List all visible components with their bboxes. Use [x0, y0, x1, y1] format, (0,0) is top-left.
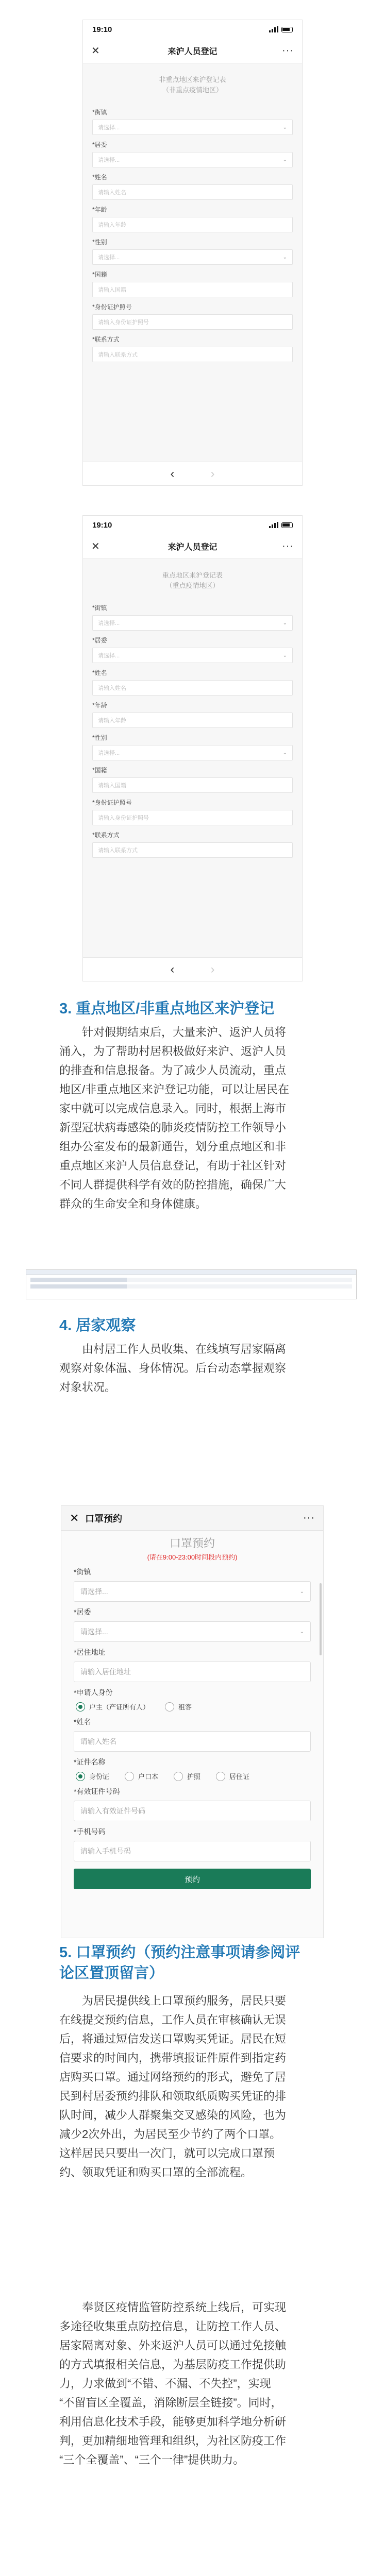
- idno-label: *有效证件号码: [74, 1787, 120, 1795]
- battery-icon: [281, 27, 293, 32]
- field-label: *国籍: [92, 767, 107, 774]
- submit-button[interactable]: 预约: [74, 1869, 311, 1889]
- name-input[interactable]: 请输入姓名: [74, 1731, 311, 1752]
- closing-paragraph: [59, 2298, 327, 2469]
- paragraph-line: 居家隔离对象、外来返沪人员可以通过免接触: [59, 2339, 287, 2352]
- paragraph-line: 组办公室发布的最新通告，划分重点地区和非: [59, 1140, 287, 1153]
- section5-heading: [59, 1942, 338, 1984]
- paragraph-line: “三个全覆盖”、“三个一律”提供助力。: [59, 2453, 245, 2466]
- field-label: *国籍: [92, 271, 107, 278]
- field-input[interactable]: [92, 347, 293, 362]
- phone-screenshot-key-registration: [82, 515, 303, 981]
- nav-title: 来沪人员登记: [168, 543, 217, 552]
- committee-label: *居委: [74, 1608, 91, 1616]
- field-placeholder: 请输入联系方式: [98, 848, 138, 854]
- form-header: [83, 559, 302, 600]
- field-placeholder: 请选择...: [98, 157, 120, 163]
- form-field: [83, 234, 302, 267]
- field-label: *年龄: [92, 206, 107, 213]
- browser-bottom-nav: [83, 957, 302, 981]
- paragraph-line: 这样居民只要出一次门，就可以完成口罩预: [59, 2147, 275, 2160]
- paragraph-line: 家中就可以完成信息录入。同时，根据上海市: [59, 1102, 287, 1115]
- status-bar: [83, 516, 302, 534]
- nav-bar: [61, 1506, 323, 1531]
- field-placeholder: 请输入国籍: [98, 287, 126, 293]
- phone-label: *手机号码: [74, 1827, 106, 1836]
- idtype-field: [61, 1752, 323, 1781]
- field-placeholder: 请选择...: [98, 653, 120, 659]
- field-placeholder: 请选择...: [98, 255, 120, 261]
- paragraph-line: 重点地区来沪人员信息登记，有助于社区针对: [59, 1159, 287, 1172]
- chevron-down-icon: ⌄: [282, 652, 287, 658]
- chevron-down-icon: ⌄: [282, 157, 287, 163]
- field-input[interactable]: [92, 184, 293, 200]
- paragraph-line: 队时间，减少人群聚集交叉感染的风险，也为: [59, 2109, 287, 2122]
- mask-reservation-screenshot: [61, 1505, 324, 1938]
- paragraph-line: 的方式填报相关信息，为基层防疫工作提供助: [59, 2358, 287, 2371]
- field-placeholder: 请输入年龄: [98, 222, 126, 228]
- field-label: *街镇: [92, 109, 107, 116]
- form-field: [83, 762, 302, 795]
- idno-field: [61, 1781, 323, 1821]
- form-field: [83, 105, 302, 137]
- status-time: 19:10: [92, 25, 112, 34]
- time-notice: (请在9:00-23:00时间段内预约): [147, 1553, 238, 1561]
- field-label: *年龄: [92, 702, 107, 709]
- field-placeholder: 请输入姓名: [98, 190, 126, 196]
- field-label: *姓名: [92, 174, 107, 181]
- section5-heading-line2: 论区置顶留言）: [59, 1965, 164, 1981]
- paragraph-line: 由村居工作人员收集、在线填写居家隔离: [82, 1343, 287, 1355]
- strip-toolbar: [26, 1270, 356, 1275]
- field-select[interactable]: [92, 745, 293, 760]
- applicant-radio-group: [74, 1702, 311, 1711]
- form-field: [83, 170, 302, 202]
- radio-residence[interactable]: 居住证: [216, 1771, 249, 1781]
- more-icon[interactable]: ···: [282, 45, 294, 56]
- field-label: *街镇: [92, 604, 107, 612]
- radio-unchecked-icon: [174, 1772, 183, 1781]
- field-label: *身份证护照号: [92, 799, 132, 806]
- paragraph-line: 在线提交预约信息，工作人员在审核确认无误: [59, 2013, 287, 2026]
- more-icon[interactable]: ···: [282, 540, 294, 552]
- field-placeholder: 请输入年龄: [98, 718, 126, 724]
- form-title: 重点地区来沪登记表: [162, 571, 223, 579]
- committee-select[interactable]: 请选择... ⌄: [74, 1621, 311, 1642]
- paragraph-line: 为居民提供线上口罩预约服务，居民只要: [82, 1994, 287, 2007]
- close-icon[interactable]: ✕: [70, 1511, 79, 1524]
- status-time: 19:10: [92, 520, 112, 530]
- radio-unchecked-icon: [125, 1772, 134, 1781]
- field-placeholder: 请输入身份证护照号: [98, 815, 149, 821]
- form-field: [83, 299, 302, 332]
- field-label: *身份证护照号: [92, 303, 132, 311]
- strip-row: [30, 1278, 352, 1282]
- form-field: [83, 665, 302, 698]
- radio-unchecked-icon: [165, 1702, 174, 1711]
- paragraph-line: 利用信息化技术手段，能够更加科学地分析研: [59, 2415, 287, 2428]
- radio-hukou[interactable]: 户口本: [125, 1771, 158, 1781]
- close-icon[interactable]: ✕: [91, 541, 100, 552]
- street-select[interactable]: 请选择... ⌄: [74, 1581, 311, 1602]
- radio-owner[interactable]: 户主（产证所有人）: [76, 1702, 149, 1711]
- applicant-field: [61, 1682, 323, 1711]
- field-select[interactable]: [92, 120, 293, 135]
- field-placeholder: 请选择...: [98, 125, 120, 131]
- form-fields: [83, 105, 302, 364]
- idno-input[interactable]: 请输入有效证件号码: [74, 1801, 311, 1821]
- phone-field: [61, 1821, 323, 1861]
- paragraph-line: 多途径收集重点防控信息，让防控工作人员、: [59, 2320, 287, 2333]
- form-header: [61, 1531, 323, 1562]
- field-input[interactable]: [92, 842, 293, 858]
- chevron-down-icon: ⌄: [282, 254, 287, 260]
- more-icon[interactable]: ···: [303, 1512, 315, 1523]
- form-field: [83, 202, 302, 234]
- status-bar: [83, 20, 302, 39]
- radio-idcard[interactable]: 身份证: [76, 1771, 109, 1781]
- paragraph-line: 观察对象体温、身体情况。后台动态掌握观察: [59, 1362, 287, 1375]
- field-select[interactable]: [92, 615, 293, 631]
- field-input[interactable]: [92, 282, 293, 297]
- field-label: *联系方式: [92, 832, 120, 839]
- idtype-label: *证件名称: [74, 1758, 106, 1766]
- chevron-down-icon: ⌄: [299, 1629, 304, 1635]
- field-label: *居委: [92, 141, 107, 148]
- paragraph-line: 新型冠状病毒感染的肺炎疫情防控工作领导小: [59, 1121, 287, 1134]
- form-field: [83, 698, 302, 730]
- paragraph-line: “不留盲区全覆盖，消除断层全链接”。同时，: [59, 2396, 282, 2409]
- field-input[interactable]: [92, 217, 293, 232]
- section3-paragraph: [59, 1023, 327, 1213]
- field-label: *联系方式: [92, 336, 120, 343]
- paragraph-line: 后，将通过短信发送口罩购买凭证。居民在短: [59, 2032, 287, 2045]
- forward-icon[interactable]: ›: [210, 466, 215, 481]
- chevron-down-icon: ⌄: [299, 1588, 304, 1595]
- paragraph-line: 涌入，为了帮助村居积极做好来沪、返沪人员: [59, 1045, 287, 1058]
- field-placeholder: 请选择...: [98, 750, 120, 756]
- phone-screenshot-nonkey-registration: [82, 20, 303, 486]
- field-select[interactable]: [92, 152, 293, 167]
- paragraph-line: 力，力求做到“不错、不漏、不失控”，实现: [59, 2377, 271, 2390]
- paragraph-line: 针对假期结束后，大量来沪、返沪人员将: [82, 1026, 287, 1039]
- browser-bottom-nav: [83, 462, 302, 485]
- field-placeholder: 请选择...: [98, 620, 120, 626]
- field-label: *姓名: [92, 669, 107, 676]
- paragraph-line: 判，更加精细地管理和组织，为社区防疫工作: [59, 2434, 287, 2447]
- address-label: *居住地址: [74, 1648, 106, 1656]
- paragraph-line: 不同人群提供科学有效的防控措施，确保广大: [59, 1178, 287, 1191]
- nav-bar: [83, 534, 302, 559]
- section5-heading-line1: 5. 口罩预约（预约注意事项请参阅评: [59, 1944, 300, 1961]
- nav-title: 口罩预约: [85, 1513, 122, 1524]
- address-input[interactable]: 请输入居住地址: [74, 1662, 311, 1682]
- form-field: [83, 795, 302, 827]
- nav-bar: [83, 39, 302, 63]
- system-screenshot-strip: [26, 1269, 357, 1299]
- street-field: [61, 1562, 323, 1602]
- form-field: [83, 633, 302, 665]
- radio-passport[interactable]: 护照: [174, 1771, 200, 1781]
- paragraph-line: 对象状况。: [59, 1381, 116, 1394]
- field-input[interactable]: [92, 810, 293, 825]
- form-title: 口罩预约: [169, 1537, 215, 1550]
- section4-heading: 4. 居家观察: [59, 1317, 136, 1334]
- form-field: [83, 332, 302, 364]
- field-select[interactable]: [92, 648, 293, 663]
- applicant-label: *申请人身份: [74, 1688, 113, 1697]
- field-placeholder: 请输入联系方式: [98, 352, 138, 358]
- radio-unchecked-icon: [216, 1772, 225, 1781]
- scrollbar[interactable]: [320, 1583, 322, 1655]
- form-field: [83, 600, 302, 633]
- paragraph-line: 信要求的时间内，携带填报证件原件到指定药: [59, 2052, 287, 2064]
- paragraph-line: 店购买口罩。通过网络预约的形式，避免了居: [59, 2071, 287, 2083]
- paragraph-line: 约、领取凭证和购买口罩的全部流程。: [59, 2166, 253, 2179]
- strip-row: [30, 1284, 352, 1289]
- paragraph-line: 的排查和信息报备。为了减少人员流动，重点: [59, 1064, 287, 1077]
- radio-checked-icon: [76, 1702, 85, 1711]
- paragraph-line: 地区/非重点地区来沪登记功能，可以让居民在: [59, 1083, 290, 1096]
- section4-paragraph: [59, 1340, 327, 1397]
- name-field: [61, 1711, 323, 1752]
- radio-checked-icon: [76, 1772, 85, 1781]
- form-field: [83, 137, 302, 170]
- status-icons: [269, 26, 293, 32]
- field-label: *居委: [92, 637, 107, 644]
- field-input[interactable]: [92, 680, 293, 696]
- form-field: [83, 267, 302, 299]
- field-select[interactable]: [92, 249, 293, 265]
- form-subtitle: （重点疫情地区）: [165, 582, 220, 589]
- street-label: *街镇: [74, 1568, 91, 1576]
- form-field: [83, 730, 302, 762]
- back-icon[interactable]: ‹: [170, 466, 175, 481]
- section3-heading: 3. 重点地区/非重点地区来沪登记: [59, 1001, 275, 1017]
- paragraph-line: 群众的生命安全和身体健康。: [59, 1197, 207, 1210]
- name-label: *姓名: [74, 1718, 91, 1726]
- form-header: [83, 63, 302, 105]
- field-placeholder: 请输入身份证护照号: [98, 319, 149, 326]
- nav-title: 来沪人员登记: [168, 47, 217, 56]
- battery-icon: [281, 522, 293, 528]
- form-field: [83, 827, 302, 860]
- form-fields: [83, 600, 302, 860]
- field-placeholder: 请输入国籍: [98, 783, 126, 789]
- radio-tenant[interactable]: 租客: [165, 1702, 192, 1711]
- idtype-radio-group: [74, 1771, 311, 1781]
- paragraph-line: 民到村居委预约排队和领取纸质购买凭证的排: [59, 2090, 287, 2103]
- section5-paragraph: [59, 1991, 327, 2182]
- paragraph-line: 减少2次外出，为居民至少节约了两个口罩。: [59, 2128, 281, 2141]
- chevron-down-icon: ⌄: [282, 750, 287, 756]
- field-label: *性别: [92, 239, 107, 246]
- form-subtitle: （非重点疫情地区）: [162, 86, 223, 94]
- status-icons: [269, 522, 293, 528]
- chevron-down-icon: ⌄: [282, 124, 287, 130]
- forward-icon[interactable]: ›: [210, 962, 215, 976]
- committee-field: [61, 1602, 323, 1642]
- field-label: *性别: [92, 734, 107, 741]
- address-field: [61, 1642, 323, 1682]
- field-input[interactable]: [92, 314, 293, 330]
- field-input[interactable]: [92, 713, 293, 728]
- signal-icon: [269, 26, 278, 32]
- back-icon[interactable]: ‹: [170, 962, 175, 976]
- field-placeholder: 请输入姓名: [98, 685, 126, 691]
- paragraph-line: 奉贤区疫情监管防控系统上线后，可实现: [82, 2301, 287, 2314]
- chevron-down-icon: ⌄: [282, 620, 287, 626]
- form-title: 非重点地区来沪登记表: [159, 76, 226, 83]
- field-input[interactable]: [92, 777, 293, 793]
- signal-icon: [269, 522, 278, 528]
- phone-input[interactable]: 请输入手机号码: [74, 1841, 311, 1861]
- close-icon[interactable]: ✕: [91, 45, 100, 57]
